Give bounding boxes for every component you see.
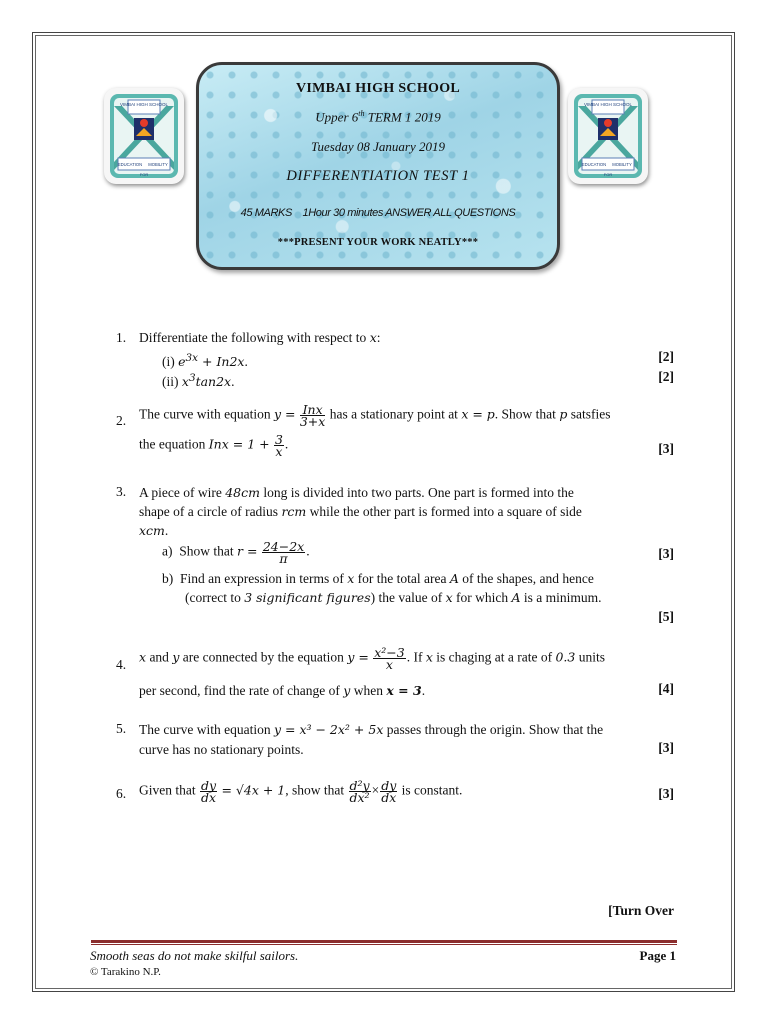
header-banner [196,62,560,270]
class-term: Upper 6th TERM 1 2019 [315,109,441,125]
q2-line1: The curve with equation y = $\frac{\text{Inx}}{3+x}$ has a stationary point at x = p. Show that p satsfies [139,402,611,429]
q3-line1: A piece of wire 48cm long is divided into two parts. One part is formed into the [139,485,574,500]
footer-motto: Smooth seas do not make skilful sailors. [90,948,299,963]
logo-bottom-left: EDUCATION [117,162,143,167]
test-title: DIFFERENTIATION TEST 1 [286,168,470,184]
present-neatly: ***PRESENT YOUR WORK NEATLY*** [277,237,479,248]
marks-duration: 45 MARKS 1Hour 30 minutes ANSWER ALL QUESTIONS [240,207,516,219]
logo-bottom-mid: FOR [139,172,149,177]
copyright: © Tarakino N.P. [90,966,161,978]
logo-top-text: VIMBAI HIGH SCHOOL [119,102,169,107]
q4-mark: [4] [658,681,674,696]
school-name: VIMBAI HIGH SCHOOL [295,81,461,96]
turn-over: [Turn Over [608,903,674,918]
q3-part-a-mark: [3] [658,546,674,561]
q6-mark: [3] [658,786,674,801]
q5-line2: curve has no stationary points. [139,742,304,757]
q6-number: 6. [116,786,127,801]
exam-date: Tuesday 08 January 2019 [311,139,445,154]
q5-number: 5. [116,721,127,736]
q1-text: Differentiate the following with respect to x: [139,330,381,345]
q3-part-b-line1: b) Find an expression in terms of x for the total area A of the shapes, and hence [162,571,594,586]
page-number: Page 1 [639,948,676,963]
q1-number: 1. [116,330,127,345]
logo-bottom-right: MOBILITY [612,162,632,167]
logo-bottom-mid: FOR [603,172,613,177]
school-logo-right [568,88,648,184]
q4-line1: x and y are connected by the equation y = $\frac{\text{x²−3}}{x}$ . If x is chaging at a rate of 0.3 units [139,645,605,672]
q2-line2: the equation Inx = 1 + $\frac{3}{x}$ . [139,432,289,459]
footer-rule [91,940,677,943]
q2-number: 2. [116,413,127,428]
q3-line3: xcm. [139,523,169,538]
q1-part-i: (i) $e^{3x} + In2x$. [162,352,248,370]
q4-line2: per second, find the rate of change of y when x = 3. [139,683,426,698]
q5-line1: The curve with equation y = x³ − 2x² + 5x passes through the origin. Show that the [139,722,604,737]
q3-part-b-mark: [5] [658,609,674,624]
logo-top-text: VIMBAI HIGH SCHOOL [583,102,633,107]
logo-bottom-right: MOBILITY [148,162,168,167]
school-logo-left [104,88,184,184]
q5-mark: [3] [658,740,674,755]
logo-bottom-left: EDUCATION [581,162,607,167]
q6-line1: Given that $\frac{dy}{dx}$ = √4x + 1, show that $\frac{\text{d²y}}{\text{dx²}}$ × $\frac{dy}{dx}$ is constant. [139,778,463,805]
q1-part-i-mark: [2] [658,349,674,364]
q2-mark: [3] [658,441,674,456]
q3-line2: shape of a circle of radius rcm while the other part is formed into a square of side [139,504,582,519]
q3-part-a: a) Show that r = $\frac{24-2x}{\pi}$ . [162,539,310,566]
q3-number: 3. [116,484,127,499]
q1-part-ii-mark: [2] [658,369,674,384]
q3-part-b-line2: (correct to 3 significant figures) the value of x for which A is a minimum. [185,590,602,605]
footer-rule-thin [91,944,677,945]
q1-part-ii: (ii) $x^3\tan 2x$. [162,372,235,390]
q4-number: 4. [116,657,127,672]
